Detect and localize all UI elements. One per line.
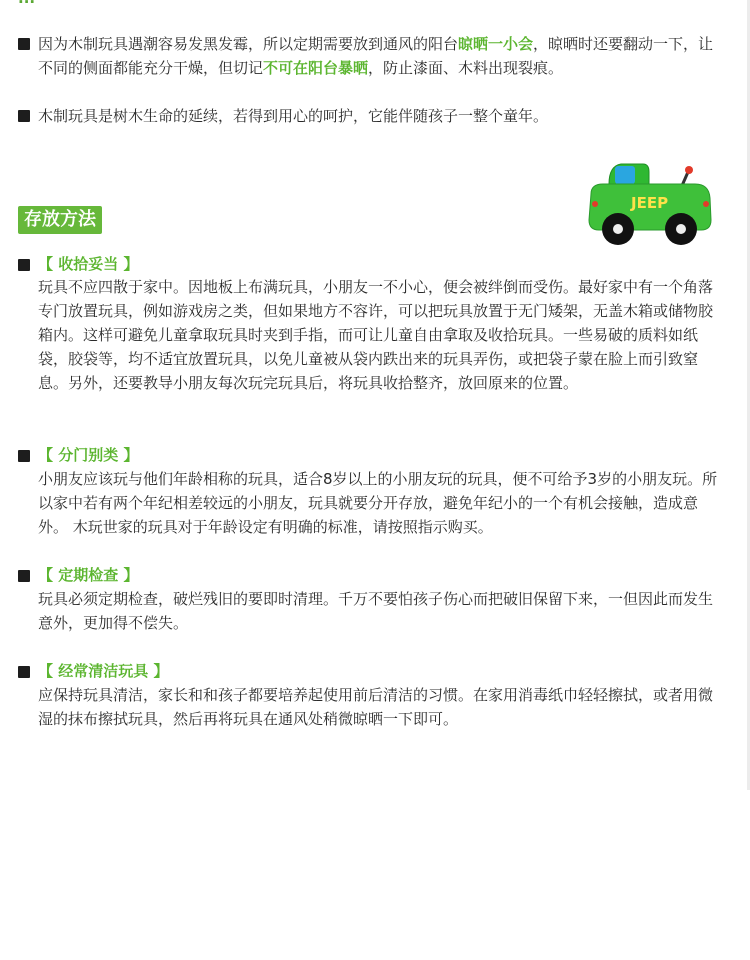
intro-paragraph-care: 木制玩具是树木生命的延续，若得到用心的呵护，它能伴随孩子一整个童年。 [38, 107, 549, 125]
bullet-icon [18, 570, 30, 582]
jeep-illustration [585, 158, 715, 248]
paragraph-tidy-up: 玩具不应四散于家中。因地板上布满玩具，小朋友一不小心，便会被绊倒而受伤。最好家中有一个角落专门放置玩具，例如游戏房之类，但如果地方不容许，可以把玩具放置于无门矮架，无盖木箱或储物胶箱内。这样可避免儿童拿取玩具时夹到手指，而可让儿童自由拿取及收拾玩具。一些易破的质料如纸袋，胶袋等，均不适宜放置玩具，以免儿童被从袋内跌出来的玩具弄伤，或把袋子蒙在脸上而引致窒息。另外，还要教导小朋友每次玩完玩具后，将玩具收拾整齐，放回原来的位置。 [38, 278, 714, 392]
cutoff-text [18, 0, 718, 6]
intro-paragraph-drying: 因为木制玩具遇潮容易发黑发霉，所以定期需要放到通风的阳台晾晒一小会，晾晒时还要翻动一下，让不同的侧面都能充分干燥，但切记不可在阳台暴晒，防止漆面、木料出现裂痕。 [38, 35, 714, 77]
section-title: 存放方法 [18, 206, 102, 234]
subheading-tidy-up: 【 收拾妥当 】 [38, 255, 139, 273]
paragraph-clean: 应保持玩具清洁，家长和和孩子都要培养起使用前后清洁的习惯。在家用消毒纸巾轻轻擦拭，或者用微湿的抹布擦拭玩具，然后再将玩具在通风处稍微晾晒一下即可。 [38, 686, 714, 728]
bullet-icon [18, 450, 30, 462]
subheading-categorize: 【 分门别类 】 [38, 446, 139, 464]
paragraph-categorize: 小朋友应该玩与他们年龄相称的玩具，适合8岁以上的小朋友玩的玩具，便不可给予3岁的小朋友玩。所以家中若有两个年纪相差较远的小朋友，玩具就要分开存放，避免年纪小的一个有机会接触，造成意外。 木玩世家的玩具对于年龄设定有明确的标准，请按照指示购买。 [38, 470, 718, 536]
highlight-dry-briefly: 晾晒一小会 [458, 35, 534, 53]
paragraph-inspect: 玩具必须定期检查，破烂残旧的要即时清理。千万不要怕孩子伤心而把破旧保留下来，一但因此而发生意外，更加得不偿失。 [38, 590, 714, 632]
bullet-icon [18, 259, 30, 271]
subheading-inspect: 【 定期检查 】 [38, 566, 139, 584]
jeep-label: JEEP [631, 194, 669, 212]
subheading-clean: 【 经常清洁玩具 】 [38, 662, 169, 680]
bullet-icon [18, 38, 30, 50]
highlight-no-sun: 不可在阳台暴晒 [263, 59, 369, 77]
bullet-icon [18, 110, 30, 122]
bullet-icon [18, 666, 30, 678]
